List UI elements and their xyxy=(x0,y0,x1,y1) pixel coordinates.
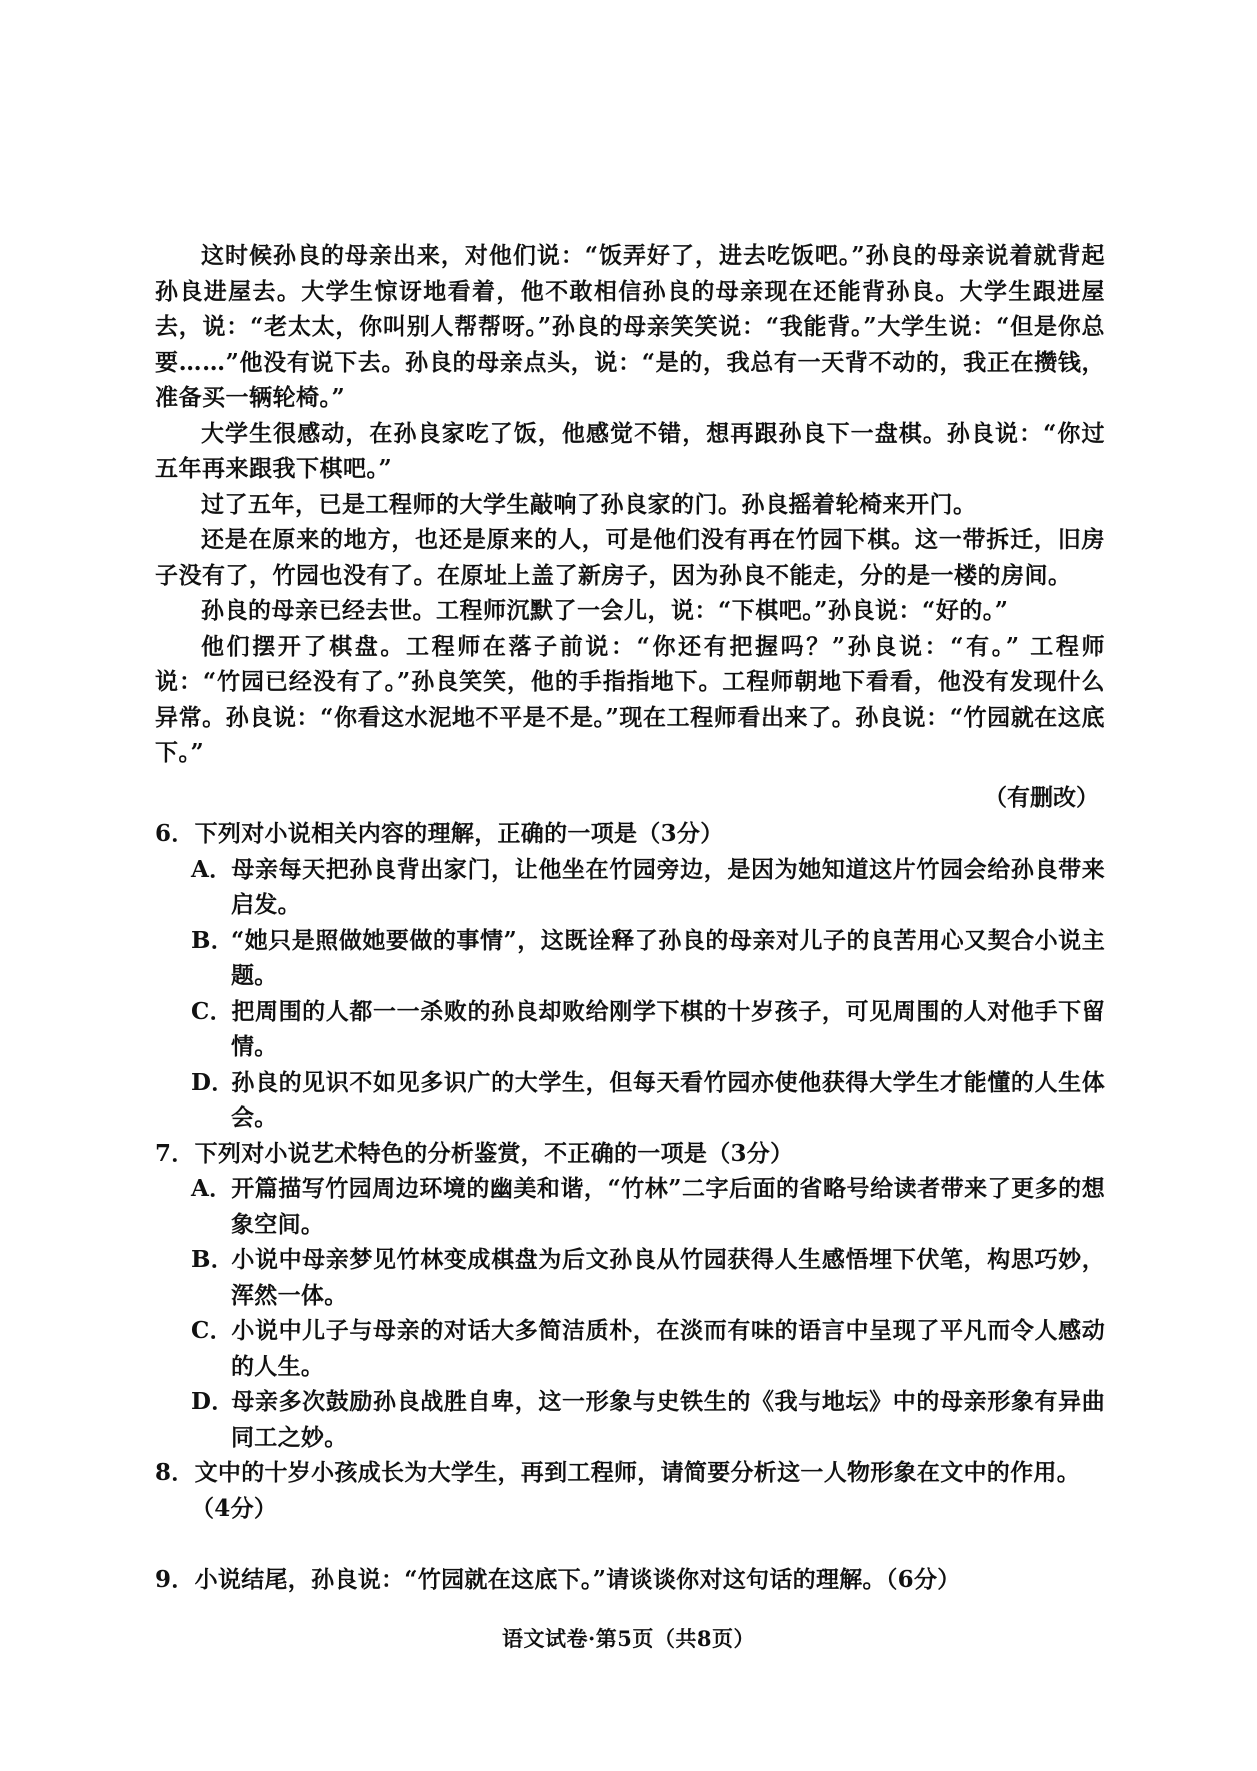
story-paragraph-6: 他们摆开了棋盘。工程师在落子前说：“你还有把握吗？”孙良说：“有。” 工程师说：“竹园已经没有了。”孙良笑笑，他的手指指地下。工程师朝地下看看，他没有发现什么异常。孙良说：“你看这水泥地不平是不是。”现在工程师看出来了。孙良说：“竹园就在这底下。” xyxy=(155,632,1105,766)
option-text: 把周围的人都一一杀败的孙良却败给刚学下棋的十岁孩子，可见周围的人对他手下留情。 xyxy=(231,997,1105,1060)
story-paragraph-4: 还是在原来的地方，也还是原来的人，可是他们没有再在竹园下棋。这一带拆迁，旧房子没有了，竹园也没有了。在原址上盖了新房子，因为孙良不能走，分的是一楼的房间。 xyxy=(155,526,1105,589)
option-text: 母亲每天把孙良背出家门，让他坐在竹园旁边，是因为她知道这片竹园会给孙良带来启发。 xyxy=(231,855,1105,918)
question-7-options xyxy=(155,1171,1105,1455)
option-text: 小说中儿子与母亲的对话大多简洁质朴，在淡而有味的语言中呈现了平凡而令人感动的人生。 xyxy=(231,1317,1105,1380)
option-letter: B． xyxy=(191,1246,235,1273)
question-section xyxy=(155,816,1105,1598)
option-text: 小说中母亲梦见竹林变成棋盘为后文孙良从竹园获得人生感悟埋下伏笔，构思巧妙，浑然一体。 xyxy=(231,1246,1105,1309)
option-letter: D． xyxy=(191,1388,235,1415)
option-letter: C． xyxy=(191,997,233,1025)
option-letter: B． xyxy=(191,926,235,954)
question-8 xyxy=(155,1455,1105,1526)
page-footer: 语文试卷·第5页（共8页） xyxy=(501,1626,756,1651)
option-text: 孙良的见识不如见多识广的大学生，但每天看竹园亦使他获得大学生才能懂的人生体会。 xyxy=(231,1068,1105,1131)
question-6 xyxy=(155,816,1105,1136)
question-6-option-d xyxy=(155,1065,1105,1136)
question-7-stem: 7．下列对小说艺术特色的分析鉴赏，不正确的一项是（3分） xyxy=(155,1139,794,1167)
source-note: （有删改） xyxy=(984,784,1099,811)
option-text: “她只是照做她要做的事情”，这既诠释了孙良的母亲对儿子的良苦用心又契合小说主题。 xyxy=(231,926,1105,989)
question-9 xyxy=(155,1562,1105,1598)
option-letter: D． xyxy=(191,1068,235,1096)
story-paragraph-3: 过了五年，已是工程师的大学生敲响了孙良家的门。孙良摇着轮椅来开门。 xyxy=(201,490,977,518)
option-letter: C． xyxy=(191,1317,233,1344)
story-excerpt xyxy=(155,238,1105,771)
question-7 xyxy=(155,1136,1105,1456)
option-text: 母亲多次鼓励孙良战胜自卑，这一形象与史铁生的《我与地坛》中的母亲形象有异曲同工之妙。 xyxy=(231,1388,1105,1451)
question-6-options xyxy=(155,852,1105,1136)
story-paragraph-5: 孙良的母亲已经去世。工程师沉默了一会儿，说：“下棋吧。”孙良说：“好的。” xyxy=(201,597,1009,624)
question-6-option-c xyxy=(155,994,1105,1065)
question-6-option-b xyxy=(155,923,1105,994)
question-7-option-a xyxy=(155,1171,1105,1242)
question-7-option-c xyxy=(155,1313,1105,1384)
question-6-option-a xyxy=(155,852,1105,923)
option-letter: A． xyxy=(191,855,233,883)
story-paragraph-2: 大学生很感动，在孙良家吃了饭，他感觉不错，想再跟孙良下一盘棋。孙良说：“你过五年再来跟我下棋吧。” xyxy=(155,419,1105,482)
option-letter: A． xyxy=(191,1175,233,1202)
question-8-stem: 8．文中的十岁小孩成长为大学生，再到工程师，请简要分析这一人物形象在文中的作用。（4分） xyxy=(155,1459,1081,1522)
option-text: 开篇描写竹园周边环境的幽美和谐，“竹林”二字后面的省略号给读者带来了更多的想象空间。 xyxy=(231,1175,1105,1238)
story-paragraph-1: 这时候孙良的母亲出来，对他们说：“饭弄好了，进去吃饭吧。”孙良的母亲说着就背起孙良进屋去。大学生惊讶地看着，他不敢相信孙良的母亲现在还能背孙良。大学生跟进屋去，说：“老太太，你叫别人帮帮呀。”孙良的母亲笑笑说：“我能背。”大学生说：“但是你总要……”他没有说下去。孙良的母亲点头，说：“是的，我总有一天背不动的，我正在攒钱，准备买一辆轮椅。” xyxy=(155,242,1105,411)
question-7-option-b xyxy=(155,1242,1105,1313)
question-7-option-d xyxy=(155,1384,1105,1455)
question-6-stem: 6．下列对小说相关内容的理解，正确的一项是（3分） xyxy=(155,820,724,847)
question-9-stem: 9．小说结尾，孙良说：“竹园就在这底下。”请谈谈你对这句话的理解。（6分） xyxy=(155,1566,961,1593)
